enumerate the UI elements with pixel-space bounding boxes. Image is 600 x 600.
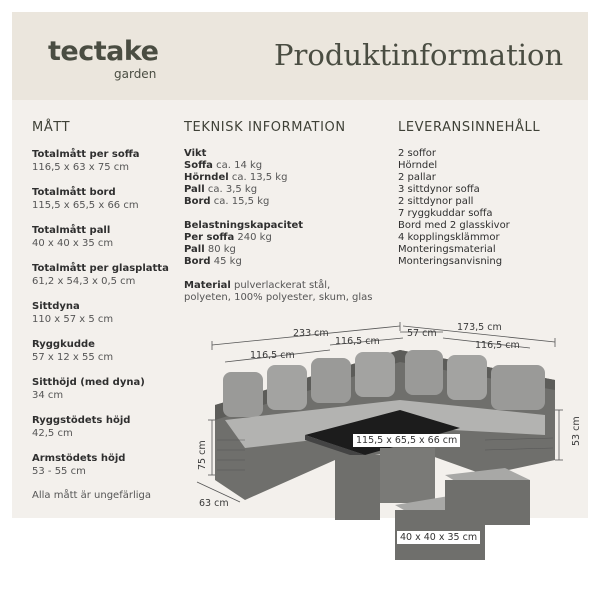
dim-sofa-left-1: 116,5 cm	[250, 350, 295, 361]
dimension-item	[32, 262, 177, 300]
load-row	[184, 232, 394, 244]
delivery-item: Hörndel	[398, 160, 438, 171]
header-banner	[12, 12, 588, 100]
dimension-item	[32, 300, 177, 338]
dimension-label: Sitthöjd (med dyna)	[32, 377, 145, 388]
dimension-item	[32, 414, 177, 452]
dimension-value: 115,5 x 65,5 x 66 cm	[32, 200, 139, 211]
dimension-label: Armstödets höjd	[32, 453, 126, 464]
weight-heading: Vikt	[184, 148, 207, 159]
furniture-illustration	[185, 310, 585, 580]
delivery-list	[398, 148, 510, 268]
dimension-item	[32, 148, 177, 186]
dim-stool-label: 40 x 40 x 35 cm	[397, 531, 480, 544]
weight-label: Soffa	[184, 160, 213, 171]
dimension-value: 116,5 x 63 x 75 cm	[32, 162, 130, 173]
dimension-value: 40 x 40 x 35 cm	[32, 238, 114, 249]
load-value: 80 kg	[207, 244, 236, 255]
load-label: Pall	[184, 244, 205, 255]
dimension-label: Ryggkudde	[32, 339, 95, 350]
delivery-item: Monteringsmaterial	[398, 244, 496, 255]
weight-label: Pall	[184, 184, 205, 195]
delivery-item: 3 sittdynor soffa	[398, 184, 480, 195]
material-value: polyeten, 100% polyester, skum, glas	[184, 292, 373, 303]
dim-total-right: 173,5 cm	[457, 322, 502, 333]
material-label: Material	[184, 280, 231, 291]
dimension-item	[32, 376, 177, 414]
delivery-item: 4 kopplingsklämmor	[398, 232, 500, 243]
delivery-item: Bord med 2 glasskivor	[398, 220, 510, 231]
weight-label: Bord	[184, 196, 211, 207]
material-row	[184, 292, 394, 304]
dimension-value: 61,2 x 54,3 x 0,5 cm	[32, 276, 136, 287]
weight-value: ca. 14 kg	[216, 160, 263, 171]
dimension-label: Sittdyna	[32, 301, 80, 312]
dim-corner: 57 cm	[407, 328, 437, 339]
technical-heading: TEKNISK INFORMATION	[184, 120, 346, 135]
page-title: Produktinformation	[274, 38, 564, 72]
weight-value: ca. 15,5 kg	[213, 196, 270, 207]
weight-row	[184, 172, 394, 184]
dimension-value: 42,5 cm	[32, 428, 73, 439]
brand-logo: tectake	[48, 36, 159, 67]
dimension-label: Ryggstödets höjd	[32, 415, 131, 426]
delivery-item: 2 pallar	[398, 172, 436, 183]
dimensions-heading: MÅTT	[32, 120, 71, 135]
load-row	[184, 256, 394, 268]
dimension-label: Totalmått bord	[32, 187, 116, 198]
dim-total-left: 233 cm	[293, 328, 329, 339]
weight-row	[184, 184, 394, 196]
dimensions-list	[32, 148, 177, 490]
dimension-item	[32, 186, 177, 224]
delivery-item: Monteringsanvisning	[398, 256, 503, 267]
dimension-value: 57 x 12 x 55 cm	[32, 352, 114, 363]
load-heading: Belastningskapacitet	[184, 220, 304, 231]
dimensions-note: Alla mått är ungefärliga	[32, 490, 151, 501]
dim-depth: 63 cm	[199, 498, 229, 509]
weight-value: ca. 13,5 kg	[231, 172, 288, 183]
dimension-value: 53 - 55 cm	[32, 466, 86, 477]
delivery-item: 2 soffor	[398, 148, 436, 159]
dim-height: 75 cm	[197, 440, 208, 470]
dimension-label: Totalmått per glasplatta	[32, 263, 169, 274]
load-value: 240 kg	[237, 232, 272, 243]
dimension-item	[32, 338, 177, 376]
weight-value: ca. 3,5 kg	[207, 184, 258, 195]
load-label: Bord	[184, 256, 211, 267]
dim-arm: 53 cm	[571, 416, 582, 446]
material-row	[184, 280, 394, 292]
weight-row	[184, 196, 394, 208]
dimension-item	[32, 224, 177, 262]
dim-table-label: 115,5 x 65,5 x 66 cm	[353, 434, 460, 447]
technical-info	[184, 148, 394, 304]
delivery-item: 7 ryggkuddar soffa	[398, 208, 493, 219]
dimension-label: Totalmått pall	[32, 225, 111, 236]
delivery-heading: LEVERANSINNEHÅLL	[398, 120, 541, 135]
load-row	[184, 244, 394, 256]
weight-row	[184, 160, 394, 172]
load-label: Per soffa	[184, 232, 235, 243]
dim-sofa-left-2: 116,5 cm	[335, 336, 380, 347]
dimension-item	[32, 452, 177, 490]
dim-sofa-right: 116,5 cm	[475, 340, 520, 351]
brand-logo-sub: garden	[114, 67, 157, 81]
material-value: pulverlackerat stål,	[233, 280, 331, 291]
weight-label: Hörndel	[184, 172, 229, 183]
dimension-value: 110 x 57 x 5 cm	[32, 314, 114, 325]
delivery-item: 2 sittdynor pall	[398, 196, 474, 207]
load-value: 45 kg	[213, 256, 242, 267]
dimension-value: 34 cm	[32, 390, 64, 401]
dimension-label: Totalmått per soffa	[32, 149, 140, 160]
